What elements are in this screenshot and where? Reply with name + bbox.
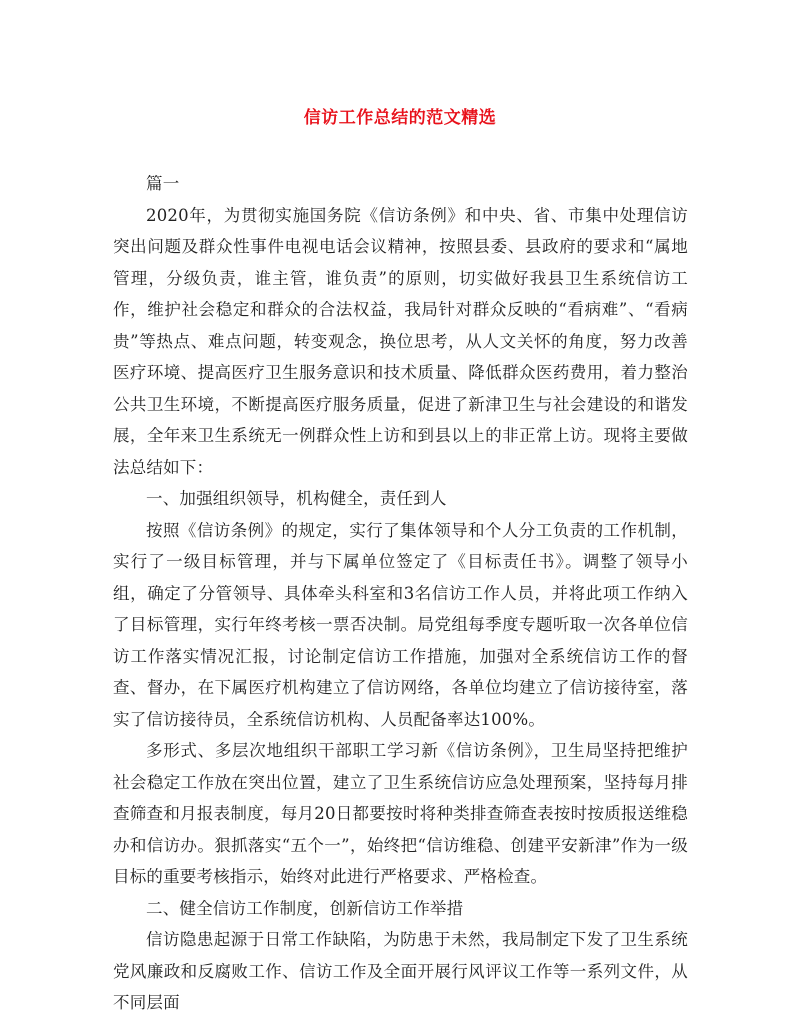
section-heading-1: 一、加强组织领导，机构健全，责任到人: [146, 489, 447, 508]
body-paragraph: 按照《信访条例》的规定，实行了集体领导和个人分工负责的工作机制，实行了一级目标管理，并与下属单位签定了《目标责任书》。调整了领导小组，确定了分管领导、具体牵头科室和3名信访工作人员，并将此项工作纳入了目标管理，实行年终考核一票否决制。局党组每季度专题听取一次各单位信访工作落实情况汇报，讨论制定信访工作措施，加强对全系统信访工作的督查、督办，在下属医疗机构建立了信访网络，各单位均建立了信访接待室，落实了信访接待员，全系统信访机构、人员配备率达100%。: [113, 520, 688, 729]
body-paragraph: 多形式、多层次地组织干部职工学习新《信访条例》，卫生局坚持把维护社会稳定工作放在突出位置，建立了卫生系统信访应急处理预案，坚持每月排查筛查和月报表制度，每月20日都要按时将种类排查筛查表按时按质报送维稳办和信访办。狠抓落实“五个一”，始终把“信访维稳、创建平安新津”作为一级目标的重要考核指示，始终对此进行严格要求、严格检查。: [113, 741, 688, 886]
document-title: 信访工作总结的范文精选: [303, 108, 497, 128]
intro-paragraph: 2020年，为贯彻实施国务院《信访条例》和中央、省、市集中处理信访突出问题及群众性事件电视电话会议精神，按照县委、县政府的要求和“属地管理，分级负责，谁主管，谁负责”的原则，切实做好我县卫生系统信访工作，维护社会稳定和群众的合法权益，我局针对群众反映的“看病难”、“看病贵”等热点、难点问题，转变观念，换位思考，从人文关怀的角度，努力改善医疗环境、提高医疗卫生服务意识和技术质量、降低群众医药费用，着力整治公共卫生环境，不断提高医疗服务质量，促进了新津卫生与社会建设的和谐发展，全年来卫生系统无一例群众性上访和到县以上的非正常上访。现将主要做法总结如下：: [113, 205, 688, 477]
section-heading-2: 二、健全信访工作制度，创新信访工作举措: [146, 898, 464, 918]
body-paragraph: 信访隐患起源于日常工作缺陷，为防患于未然，我局制定下发了卫生系统党风廉政和反腐败工作、信访工作及全面开展行风评议工作等一系列文件，从不同层面: [113, 930, 688, 1012]
section-label: 篇一: [146, 174, 180, 193]
document-body: [113, 168, 688, 1019]
